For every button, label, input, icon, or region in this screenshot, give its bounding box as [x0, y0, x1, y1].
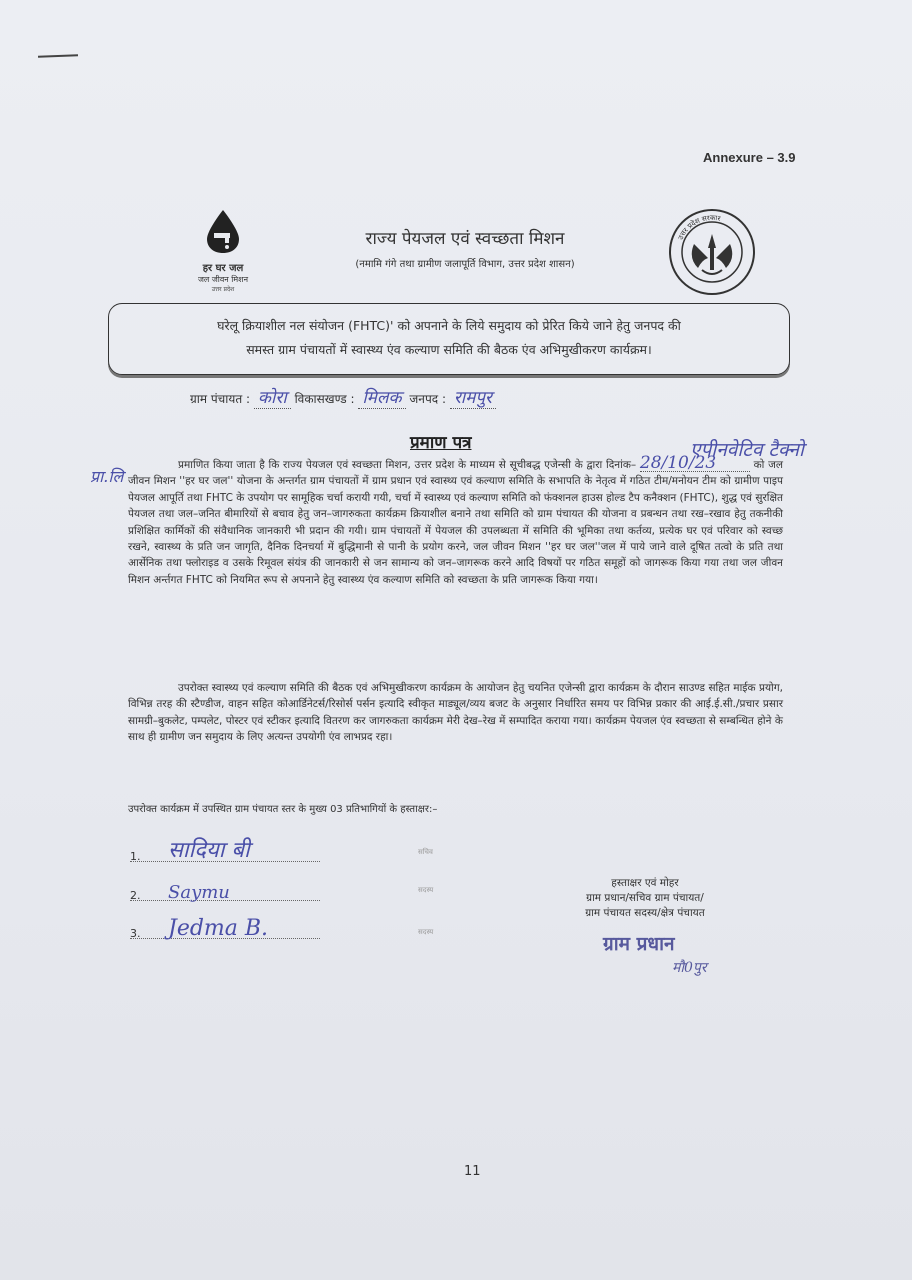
- faint-label-1: सचिव: [418, 848, 433, 856]
- certificate-paragraph-1: [128, 455, 783, 588]
- har-ghar-jal-logo: [188, 208, 258, 293]
- topic-line-1: घरेलू क्रियाशील नल संयोजन (FHTC)' को अपनाने के लिये समुदाय को प्रेरित किये जाने हेतु जनपद की: [217, 318, 681, 333]
- block-value: मिलक: [358, 388, 405, 409]
- date-handwritten: 28/10/23: [640, 455, 750, 472]
- water-drop-icon: [201, 208, 245, 254]
- logo-line-3: उत्तर प्रदेश: [211, 286, 235, 293]
- district-label: जनपद :: [409, 392, 447, 406]
- para1-part1: प्रमाणित किया जाता है कि राज्य पेयजल एवं स्वच्छता मिशन, उत्तर प्रदेश के माध्यम से सूचीबद्ध एजेन्सी: [178, 459, 571, 471]
- stamp-line-3: ग्राम पंचायत सदस्य/क्षेत्र पंचायत: [585, 907, 705, 919]
- emblem-icon: [668, 208, 756, 296]
- para2-text: उपरोक्त स्वास्थ्य एवं कल्याण समिति की बैठक एवं अभिमुखीकरण कार्यक्रम के आयोजन हेतु चयनित एजेन्सी द्वारा कार्यक्रम के दौरान साउण्ड सहित माईक प्रयोग, विभिन्न तरह की स्टैण्डीज, वाहन सहित कोआर्डिनेटर्स/रिसोर्स पर्सन इत्यादि स्वीकृत माड्यूल/व्यय बजट के अनुसार निर्धारित समय पर विभिन्न प्रकार की आई.ई.सी./प्रचार प्रसार सामग्री–बुकलेट, पम्पलेट, पोस्टर एवं स्टीकर इत्यादि वितरण कर जागरुकता कार्यक्रम मेरी देख–रेख में सम्पादित कराया गया। कार्यक्रम पेयजल एंव स्वच्छता से सम्बन्धित होने के साथ ही ग्रामीण जन समुदाय के लिए अत्यन्त उपयोगी एंव लाभप्रद रहा।: [128, 682, 783, 744]
- agency-name-handwritten: एपीनवेटिव टैक्नो: [690, 439, 804, 461]
- mission-title: राज्य पेयजल एवं स्वच्छता मिशन: [365, 229, 565, 249]
- program-topic-box: [108, 303, 790, 375]
- signature-2: Saymu: [168, 882, 230, 903]
- signature-line-1: [130, 838, 320, 863]
- certificate-paragraph-2: [128, 680, 783, 746]
- annexure-label: Annexure – 3.9: [703, 150, 796, 165]
- page-number: 11: [464, 1164, 481, 1179]
- svg-text:उत्तर प्रदेश सरकार: [677, 214, 722, 241]
- signature-1: सादिया बी: [168, 838, 250, 863]
- signature-number: 1.: [130, 850, 141, 863]
- signature-line-3: [130, 916, 320, 941]
- signature-3: Jedma B.: [168, 916, 269, 941]
- signature-line-2: [130, 884, 320, 901]
- participants-label: उपरोक्त कार्यक्रम में उपस्थित ग्राम पंचायत स्तर के मुख्य 03 प्रतिभागियों के हस्ताक्षर:–: [128, 804, 438, 815]
- certificate-title: प्रमाण पत्र: [410, 433, 472, 453]
- official-seal-place: मौ0पुर: [672, 960, 707, 976]
- location-fields: [190, 385, 496, 408]
- up-govt-emblem: [668, 208, 756, 300]
- stamp-line-2: ग्राम प्रधान/सचिव ग्राम पंचायत/: [586, 892, 704, 904]
- block-label: विकासखण्ड :: [294, 392, 355, 406]
- margin-handwritten: प्रा.लि: [90, 467, 124, 486]
- pen-mark: [38, 54, 78, 57]
- stamp-line-1: हस्ताक्षर एवं मोहर: [611, 877, 679, 889]
- para1-part3: को जल जीवन मिशन ''हर घर जल'' योजना के अन्तर्गत ग्राम पंचायतों में ग्राम प्रधान एवं स्वास्थ्य एवं कल्याण समिति के सभापति के नेतृत्व में गठित टीम/मनोयन टीम को ग्रामीण पाइप पेयजल आपूर्ति तथा FHTC के उपयोग पर सामूहिक चर्चा करायी गयी, चर्चा में स्वास्थ्य एवं कल्याण समिति को फंक्शनल हाउस होल्ड टैप कनैक्शन (FHTC), शुद्ध एवं सुरक्षित पेयजल तथा जल–जनित बीमारियों से बचाव हेतु जन–जागरुकता कार्यक्रम क्रियाशील बनाने तथा समिति को ग्राम पंचायत की योजना व प्रबन्धन तथा रख–रखाव हेतु तकनीकी प्रशिक्षित कार्मिकों की संवैधानिक जानकारी भी प्रदान की गयी। ग्राम पंचायतों में पेयजल की उपलब्धता में समिति की भूमिका तथा कर्तव्य, प्रत्येक घर एवं परिवार को स्वच्छ रखने, स्वास्थ्य के प्रति जन जागृति, दैनिक दिनचर्या में बुद्धिमानी से पानी के प्रयोग करने, जल जीवन मिशन ''हर घर जल''जल में पाये जाने वाले दूषित तत्वो के प्रति तथा आर्सेनिक तथा फ्लोराइड व उसके रिमूवल संयंत्र की जानकारी से जन सामान्य को जन–जागरूक करने आदि विषयों पर गठित समूहों को जागरूक किया गया तथा जल जीवन मिशन अर्न्तगत FHTC को नियमित रूप से अपनाने हेतु स्वास्थ्य एंव कल्याण समिति को स्वच्छता के प्रति जागरूक किया गया।: [128, 459, 784, 586]
- logo-line-1: हर घर जल: [202, 263, 244, 274]
- para1-part2: के द्वारा दिनांक–: [574, 459, 637, 471]
- mission-subtitle: (नमामि गंगे तथा ग्रामीण जलापूर्ति विभाग, उत्तर प्रदेश शासन): [355, 259, 575, 270]
- official-seal: ग्राम प्रधान: [603, 933, 675, 955]
- signature-number: 3.: [130, 927, 141, 940]
- gram-panchayat-value: कोरा: [254, 388, 291, 409]
- district-value: रामपुर: [450, 388, 496, 409]
- stamp-label: [550, 876, 740, 921]
- faint-label-3: सदस्य: [418, 928, 434, 936]
- emblem-text: उत्तर प्रदेश सरकार: [676, 213, 722, 242]
- gram-panchayat-label: ग्राम पंचायत :: [190, 392, 251, 406]
- signature-number: 2.: [130, 889, 141, 902]
- topic-line-2: समस्त ग्राम पंचायतों में स्वास्थ्य एंव कल्याण समिति की बैठक एंव अभिमुखीकरण कार्यक्रम।: [246, 342, 652, 357]
- logo-line-2: जल जीवन मिशन: [197, 275, 249, 284]
- faint-label-2: सदस्य: [418, 886, 434, 894]
